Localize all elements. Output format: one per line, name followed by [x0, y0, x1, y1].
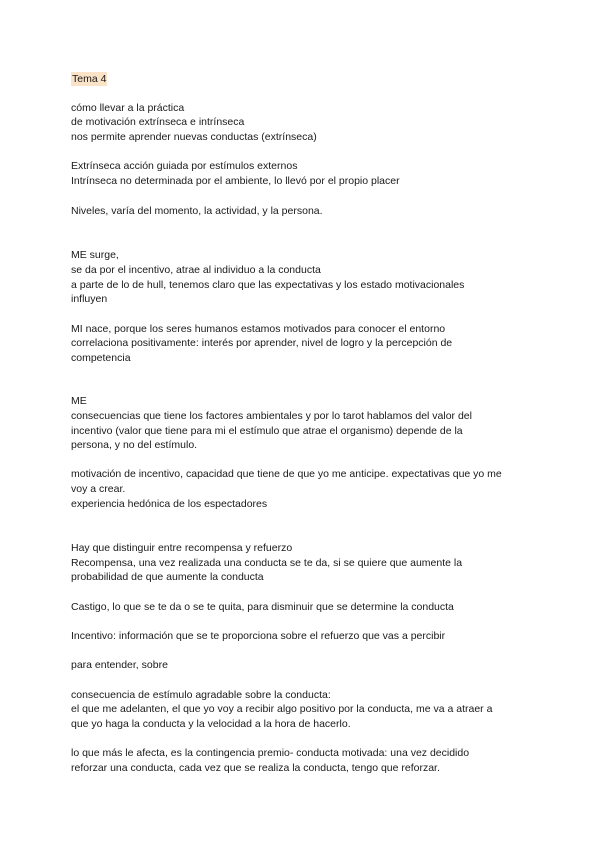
text-line: Recompensa, una vez realizada una conducta se te da, si se quiere que aumente la [71, 557, 463, 569]
text-line: Hay que distinguir entre recompensa y refuerzo [71, 542, 293, 554]
text-line: para entender, sobre [71, 659, 168, 671]
text-line: ME surge, [71, 249, 119, 261]
text-line: consecuencias que tiene los factores ambientales y por lo tarot hablamos del valor del [71, 410, 472, 422]
text-line: a parte de lo de hull, tenemos claro que las expectativas y los estado motivacionales [71, 279, 465, 291]
text-line: Castigo, lo que se te da o se te quita, para disminuir que se determine la conducta [71, 601, 454, 613]
text-line: incentivo (valor que tiene para mi el estímulo que atrae el organismo) depende de la [71, 425, 463, 437]
text-line: MI nace, porque los seres humanos estamos motivados para conocer el entorno [71, 323, 446, 335]
text-line: lo que más le afecta, es la contingencia premio- conducta motivada: una vez decidido [71, 747, 470, 759]
text-line: cómo llevar a la práctica [71, 102, 185, 114]
text-line: de motivación extrínseca e intrínseca [71, 116, 245, 128]
text-line: correlaciona positivamente: interés por aprender, nivel de logro y la percepción de [71, 337, 453, 349]
text-line: se da por el incentivo, atrae al individuo a la conducta [71, 264, 321, 276]
document-title: Tema 4 [72, 73, 107, 85]
text-line: ME [71, 395, 87, 407]
text-line: motivación de incentivo, capacidad que tiene de que yo me anticipe. expectativas que yo me [71, 468, 502, 480]
text-line: Intrínseca no determinada por el ambiente, lo llevó por el propio placer [71, 175, 400, 187]
text-line: competencia [71, 352, 131, 364]
text-line: el que me adelanten, el que yo voy a recibir algo positivo por la conducta, me va a atraer a [71, 703, 493, 715]
text-line: experiencia hedónica de los espectadores [71, 498, 268, 510]
text-line: Incentivo: información que se te proporciona sobre el refuerzo que vas a percibir [71, 630, 446, 642]
text-line: influyen [71, 293, 108, 305]
text-line: persona, y no del estímulo. [71, 439, 198, 451]
text-line: nos permite aprender nuevas conductas (extrínseca) [71, 131, 317, 143]
text-line: probabilidad de que aumente la conducta [71, 571, 264, 583]
text-line: voy a crear. [71, 483, 126, 495]
text-line: Niveles, varía del momento, la actividad, y la persona. [71, 205, 323, 217]
text-line: consecuencia de estímulo agradable sobre la conducta: [71, 689, 331, 701]
text-line: reforzar una conducta, cada vez que se realiza la conducta, tengo que reforzar. [71, 762, 440, 774]
text-line: Extrínseca acción guiada por estímulos externos [71, 160, 298, 172]
text-line: que yo haga la conducta y la velocidad a la hora de hacerlo. [71, 718, 351, 730]
